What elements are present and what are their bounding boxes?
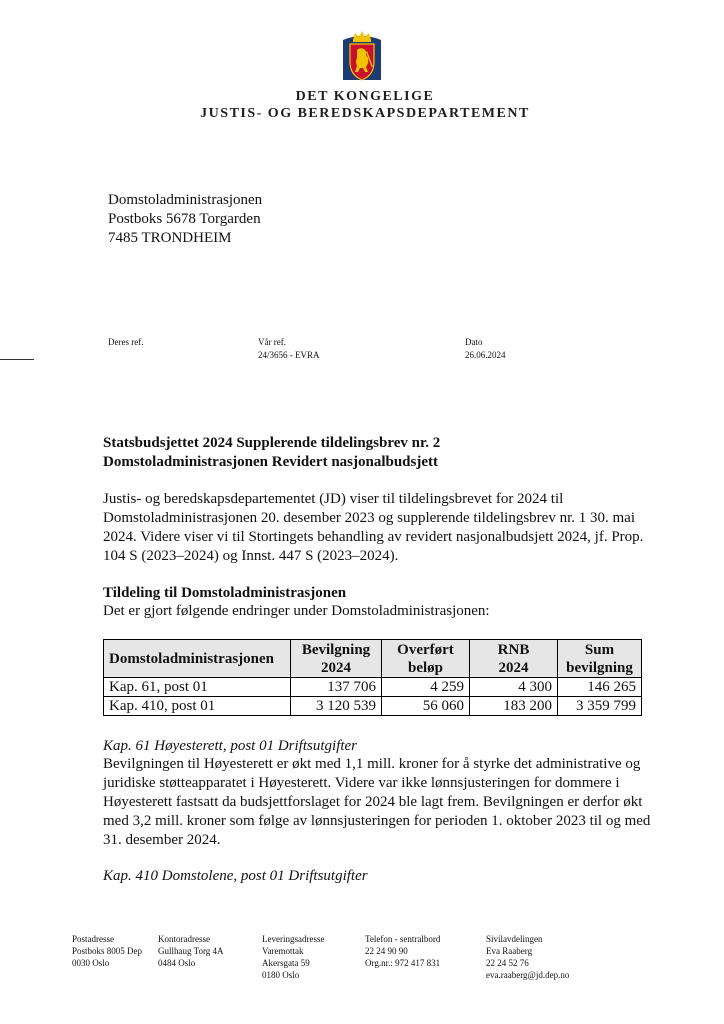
row-sum: 3 359 799 — [558, 697, 642, 716]
footer-leveringsadresse — [262, 933, 324, 981]
footer-text: Kontoradresse — [158, 934, 210, 944]
date — [465, 336, 506, 362]
budget-table — [103, 639, 642, 716]
kap410-heading: Kap. 410 Domstolene, post 01 Driftsutgifter — [103, 868, 368, 884]
var-ref — [258, 336, 320, 362]
recipient-postbox: Postboks 5678 Torgarden — [108, 211, 261, 227]
section-paragraph: Det er gjort følgende endringer under Domstoladministrasjonen: — [103, 603, 490, 619]
footer-text: Telefon - sentralbord — [365, 934, 441, 944]
row-overfort: 56 060 — [382, 697, 470, 716]
row-bevilgning: 3 120 539 — [291, 697, 382, 716]
section-heading: Tildeling til Domstoladministrasjonen — [103, 585, 347, 601]
header-sum — [558, 640, 642, 678]
footer-text: 0484 Oslo — [158, 958, 196, 968]
footer-text: 0030 Oslo — [72, 958, 110, 968]
row-kapittel: Kap. 61, post 01 — [104, 678, 291, 697]
recipient-city: 7485 TRONDHEIM — [108, 230, 232, 246]
row-kapittel: Kap. 410, post 01 — [104, 697, 291, 716]
footer-text: Eva Raaberg — [486, 946, 533, 956]
header-bevilgning — [291, 640, 382, 678]
header-rnb-l2: 2024 — [498, 659, 529, 676]
letter-subject — [103, 434, 440, 472]
footer-text: 0180 Oslo — [262, 970, 300, 980]
intro-paragraph: Justis- og beredskapsdepartementet (JD) viser til tildelingsbrevet for 2024 til Domstoladministrasjonen 20. desember 2023 og supplerende tildelingsbrev nr. 1 30. mai 2024. Videre viser vi til Stortingets behandling av revidert nasjonalbudsjett 2024, jf. Prop. 104 S (2023–2024) og Innst. 447 S (2023–2024). — [103, 491, 644, 564]
subject-line1: Statsbudsjettet 2024 Supplerende tildelingsbrev nr. 2 — [103, 435, 441, 451]
date-label: Dato — [465, 337, 483, 347]
row-rnb: 4 300 — [470, 678, 558, 697]
footer-email[interactable]: eva.raaberg@jd.dep.no — [486, 970, 570, 980]
letterhead — [0, 30, 724, 122]
header-rnb — [470, 640, 558, 678]
footer-text: 22 24 90 90 — [365, 946, 408, 956]
footer-text: Leveringsadresse — [262, 934, 325, 944]
coat-of-arms-icon — [339, 30, 385, 84]
row-overfort: 4 259 — [382, 678, 470, 697]
footer-text: Sivilavdelingen — [486, 934, 543, 944]
department-name-line2: JUSTIS- OG BEREDSKAPSDEPARTEMENT — [200, 106, 530, 121]
table-row — [104, 678, 642, 697]
kap61-paragraph: Bevilgningen til Høyesterett er økt med 1,1 mill. kroner for å styrke det administrative og juridiske støtteapparatet i Høyesterett. Videre var ikke lønnsjusteringen for dommere i Høyesterett fastsatt da budsjettforslaget for 2024 ble lagt frem. Bevilgningen er derfor økt med 3,2 mill. kroner som følge av lønnsjusteringen for perioden 1. oktober 2023 til og med 31. desember 2024. — [103, 756, 651, 848]
footer-text: 22 24 52 76 — [486, 958, 529, 968]
row-sum: 146 265 — [558, 678, 642, 697]
header-bevilgning-l1: Bevilgning — [301, 641, 371, 658]
recipient-name: Domstoladministrasjonen — [108, 192, 263, 208]
footer-text: Postboks 8005 Dep — [72, 946, 143, 956]
header-overfort-l2: beløp — [407, 659, 443, 676]
footer-text: Org.nr.: 972 417 831 — [365, 958, 441, 968]
table-header-row — [104, 640, 642, 678]
fold-mark — [0, 359, 34, 360]
var-ref-value: 24/3656 - EVRA — [258, 350, 320, 360]
table-row — [104, 697, 642, 716]
subject-line2: Domstoladministrasjonen Revidert nasjonalbudsjett — [103, 454, 439, 470]
row-bevilgning: 137 706 — [291, 678, 382, 697]
deres-ref-label: Deres ref. — [108, 337, 144, 347]
footer-kontoradresse — [158, 933, 224, 969]
footer-text: Postadresse — [72, 934, 114, 944]
footer-postadresse — [72, 933, 142, 969]
header-overfort — [382, 640, 470, 678]
header-bevilgning-l2: 2024 — [321, 659, 351, 676]
row-rnb: 183 200 — [470, 697, 558, 716]
date-value: 26.06.2024 — [465, 350, 506, 360]
footer-text: Gullhaug Torg 4A — [158, 946, 224, 956]
header-rnb-l1: RNB — [497, 641, 530, 658]
kap61-heading: Kap. 61 Høyesterett, post 01 Driftsutgifter — [103, 738, 358, 754]
footer-text: Varemottak — [262, 946, 304, 956]
header-domstol: Domstoladministrasjonen — [104, 640, 291, 678]
footer-sivilavdelingen — [486, 933, 569, 981]
deres-ref — [108, 336, 143, 349]
footer-text: Akersgata 59 — [262, 958, 310, 968]
header-sum-l1: Sum — [584, 641, 615, 658]
recipient-address — [108, 191, 262, 248]
header-sum-l2: bevilgning — [566, 659, 633, 676]
header-overfort-l1: Overført — [397, 641, 454, 658]
footer-telefon — [365, 933, 440, 969]
department-name-line1: DET KONGELIGE — [295, 89, 435, 104]
var-ref-label: Vår ref. — [258, 337, 286, 347]
